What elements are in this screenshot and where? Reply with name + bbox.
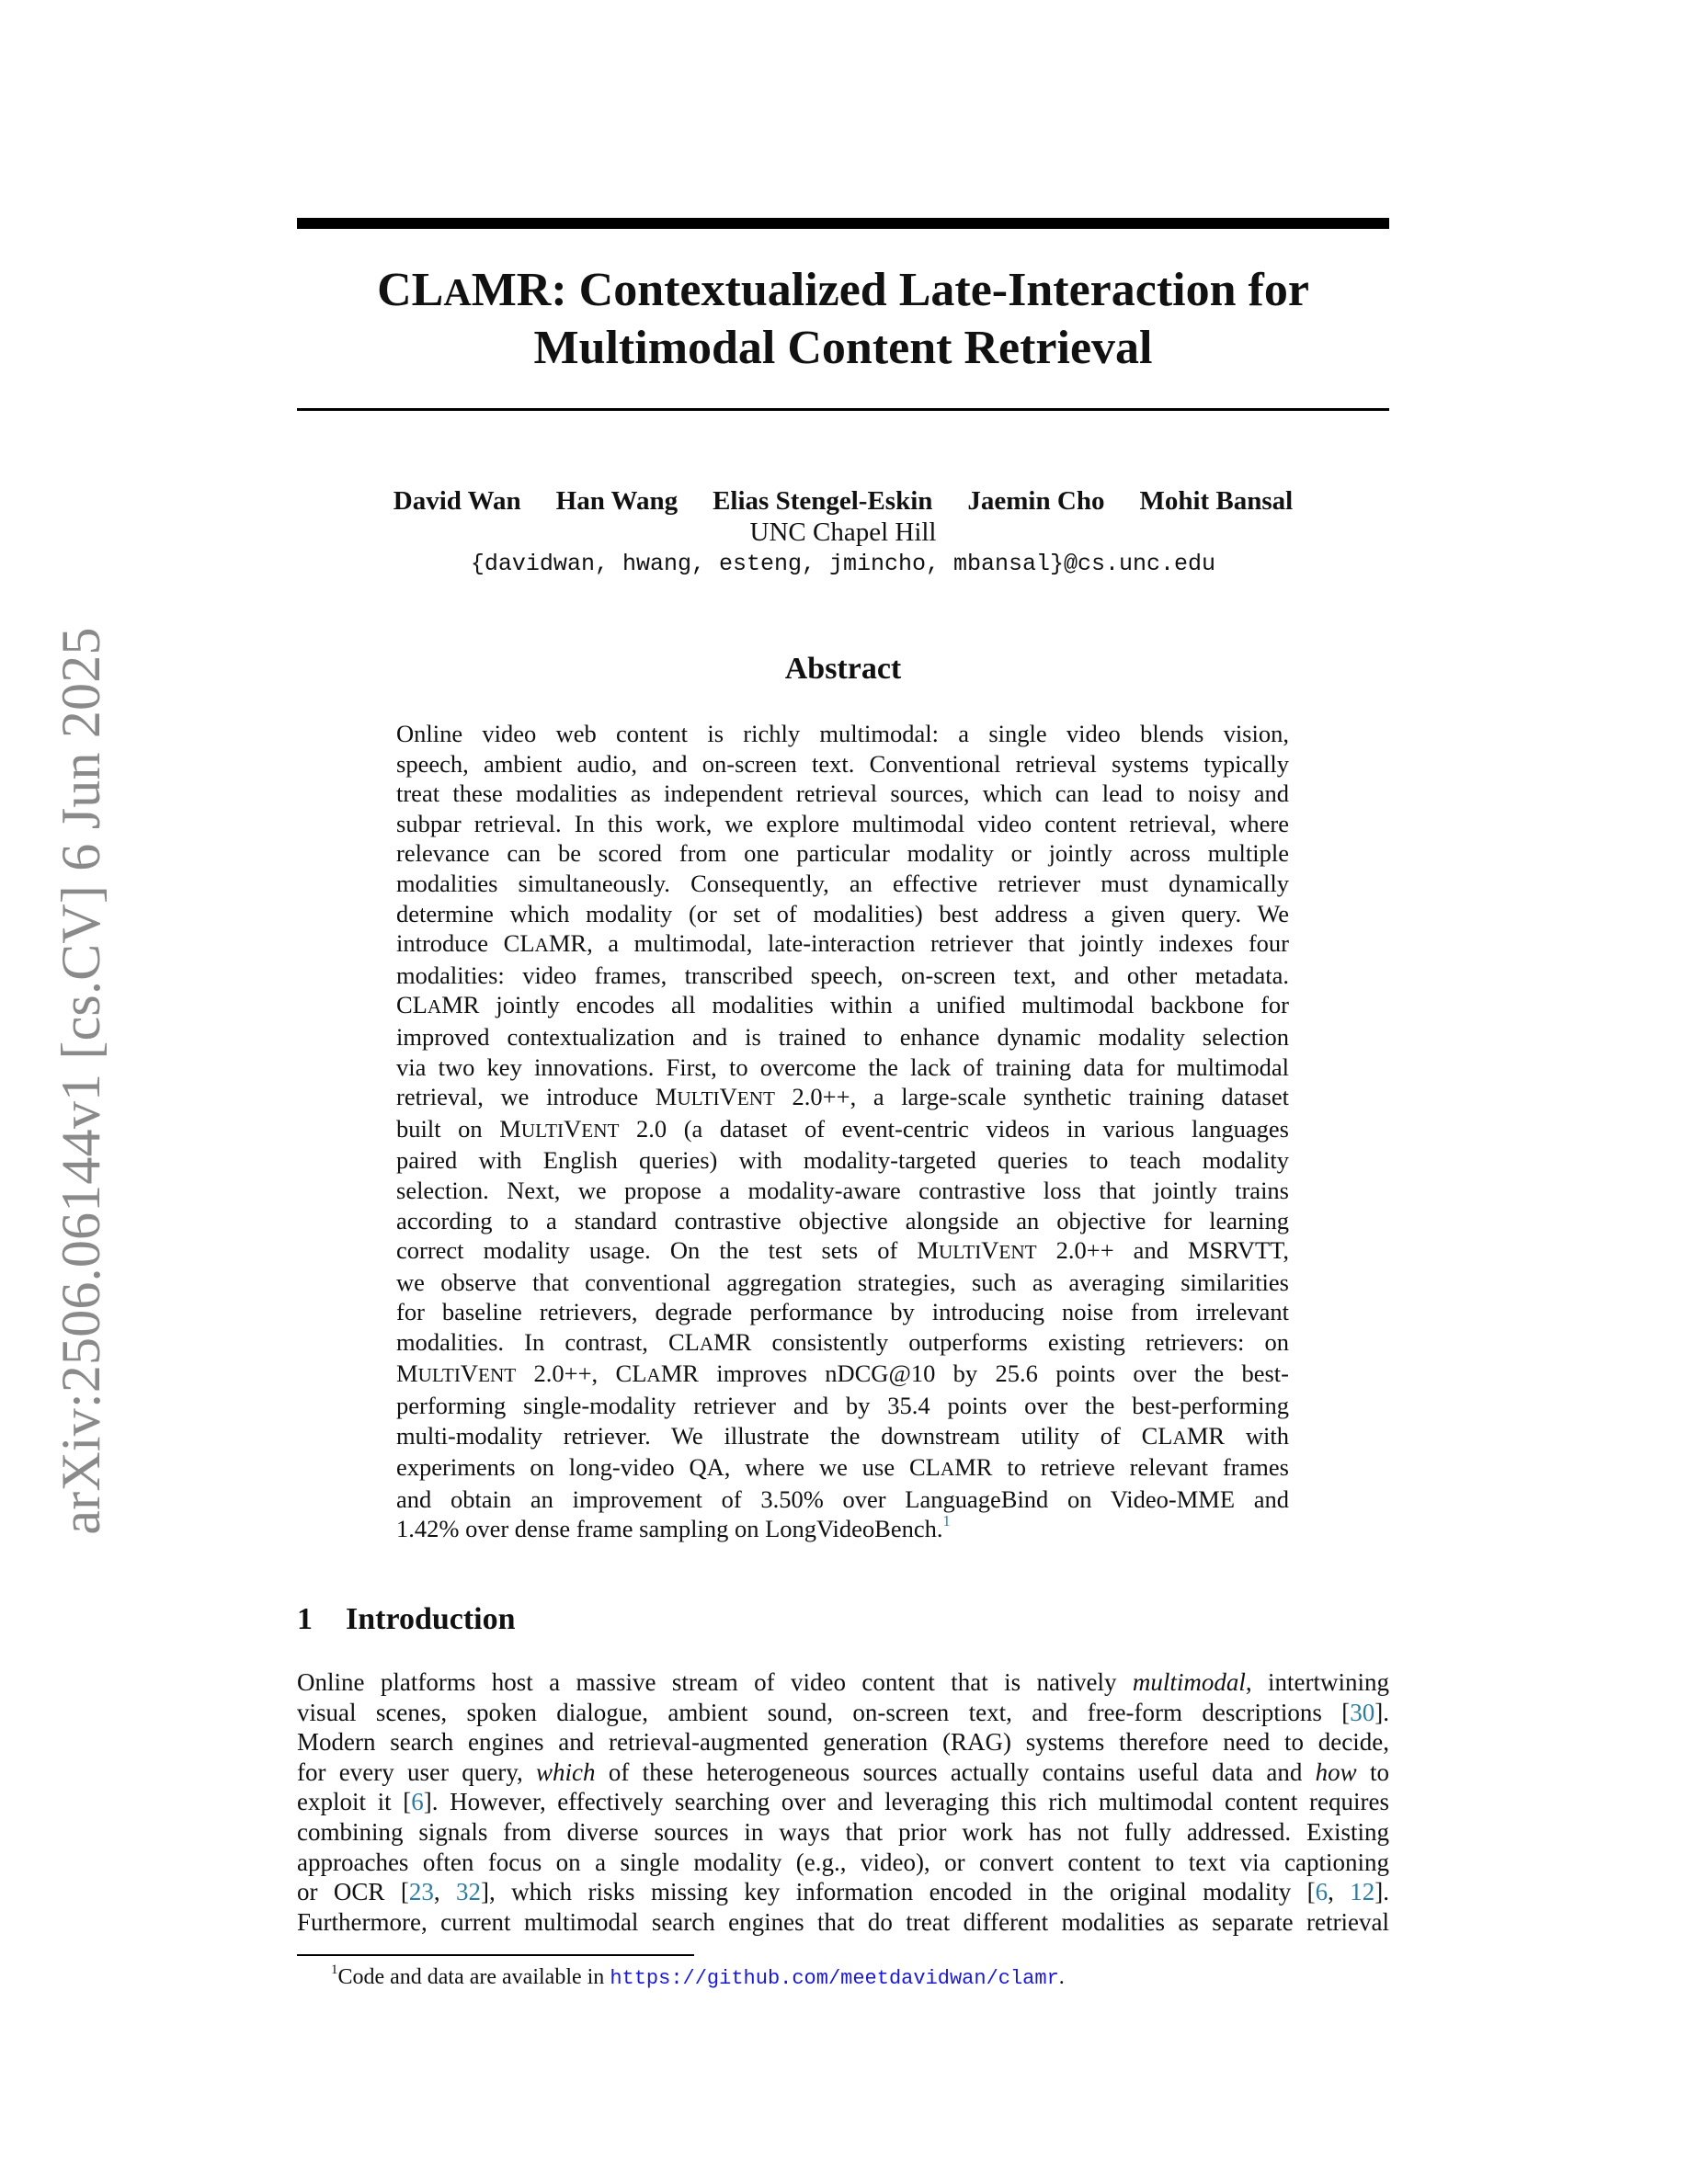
- abstract-line: via two key innovations. First, to overcome the lack of training data for multimodal: [396, 1052, 1289, 1081]
- brand-name: CLAMR: [615, 1359, 699, 1388]
- author-list: [297, 485, 1389, 517]
- footnote-marker: 1: [331, 1962, 338, 1977]
- abstract-line: according to a standard contrastive objective alongside an objective for learning: [396, 1206, 1289, 1234]
- abstract-line: determine which modality (or set of modalities) best address a given query. We: [396, 899, 1289, 927]
- abstract-line: and obtain an improvement of 3.50% over LanguageBind on Video-MME and: [396, 1484, 1289, 1513]
- section-heading-introduction: [297, 1601, 516, 1638]
- abstract-line: built on MULTIVENT 2.0 (a dataset of event-centric videos in various languages: [396, 1114, 1289, 1143]
- abstract-line: multi-modality retriever. We illustrate the downstream utility of CLAMR with: [396, 1421, 1289, 1450]
- brand-name: CLAMR: [909, 1453, 993, 1482]
- arxiv-stamp: arXiv:2506.06144v1 [cs.CV] 6 Jun 2025: [51, 627, 111, 1535]
- abstract-line: introduce CLAMR, a multimodal, late-interaction retriever that jointly indexes four: [396, 929, 1290, 958]
- citation-link[interactable]: 30: [1350, 1698, 1375, 1726]
- introduction-line: visual scenes, spoken dialogue, ambient sound, on-screen text, and free-form descriptions [30].: [297, 1698, 1389, 1726]
- introduction-line: or OCR [23, 32], which risks missing key information encoded in the original modality [6, 12].: [297, 1878, 1390, 1906]
- citation-link[interactable]: 23: [408, 1878, 434, 1906]
- abstract-line: relevance can be scored from one particular modality or jointly across multiple: [396, 839, 1289, 868]
- introduction-line: Online platforms host a massive stream of video content that is natively multimodal, intertwining: [297, 1668, 1390, 1696]
- abstract-line: MULTIVENT 2.0++, CLAMR improves nDCG@10 by 25.6 points over the best-: [396, 1359, 1289, 1388]
- abstract-line: CLAMR jointly encodes all modalities within a unified multimodal backbone for: [396, 991, 1289, 1019]
- abstract-line: selection. Next, we propose a modality-aware contrastive loss that jointly trains: [396, 1176, 1289, 1204]
- title-line-1-rest: MR: Contextualized Late-Interaction for: [471, 264, 1309, 316]
- author-name: Elias Stengel-Eskin: [713, 486, 933, 516]
- abstract-line: we observe that conventional aggregation strategies, such as averaging similarities: [396, 1268, 1289, 1296]
- brand-name: MULTIVENT: [917, 1236, 1037, 1265]
- abstract-line: improved contextualization and is trained to enhance dynamic modality selection: [396, 1022, 1289, 1051]
- abstract-line: speech, ambient audio, and on-screen text. Conventional retrieval systems typically: [396, 749, 1289, 778]
- author-name: David Wan: [393, 486, 521, 516]
- introduction-line: Furthermore, current multimodal search engines that do treat different modalities as separate retrieval: [297, 1907, 1389, 1936]
- citation-link[interactable]: 32: [456, 1878, 481, 1906]
- brand-name: CLAMR: [1141, 1421, 1226, 1450]
- brand-name: MULTIVENT: [396, 1359, 517, 1388]
- brand-name: CLAMR: [396, 991, 480, 1019]
- abstract-line: Online video web content is richly multimodal: a single video blends vision,: [396, 720, 1289, 747]
- author-block: [297, 485, 1389, 581]
- abstract-line: correct modality usage. On the test sets of MULTIVENT 2.0++ and MSRVTT,: [396, 1236, 1289, 1265]
- emphasis: which: [536, 1757, 596, 1786]
- abstract-line: treat these modalities as independent retrieval sources, which can lead to noisy and: [396, 779, 1289, 808]
- section-number: 1: [297, 1602, 313, 1636]
- footnote: [331, 1963, 1065, 1993]
- abstract-line: 1.42% over dense frame sampling on LongVideoBench.$^1$: [396, 1512, 951, 1543]
- author-name: Jaemin Cho: [967, 486, 1105, 516]
- abstract-heading: Abstract: [784, 652, 902, 686]
- abstract-footnote-marker[interactable]: 1: [942, 1512, 951, 1530]
- author-emails: {davidwan, hwang, esteng, jmincho, mbansal}@cs.unc.edu: [470, 551, 1216, 577]
- author-name: Mohit Bansal: [1139, 486, 1294, 516]
- code-repository-link[interactable]: https://github.com/meetdavidwan/clamr: [610, 1967, 1059, 1990]
- abstract-body: [396, 719, 1289, 1544]
- citation-link[interactable]: 12: [1350, 1878, 1375, 1906]
- introduction-line: Modern search engines and retrieval-augmented generation (RAG) systems therefore need to decide,: [297, 1728, 1389, 1757]
- brand-name: CLAMR: [667, 1327, 752, 1356]
- introduction-body: [297, 1667, 1389, 1937]
- affiliation: UNC Chapel Hill: [749, 518, 937, 547]
- brand-name: MULTIVENT: [499, 1114, 620, 1143]
- title-bottom-rule: [297, 408, 1389, 411]
- abstract-line: performing single-modality retriever and by 35.4 points over the best-performing: [396, 1392, 1289, 1420]
- citation-link[interactable]: 6: [1315, 1878, 1329, 1906]
- title-top-rule: [297, 218, 1389, 229]
- brand-name: MULTIVENT: [655, 1083, 775, 1111]
- title-line-2: Multimodal Content Retrieval: [533, 322, 1153, 374]
- abstract-line: modalities. In contrast, CLAMR consistently outperforms existing retrievers: on: [396, 1327, 1289, 1356]
- title-brand-prefix: CL: [377, 264, 444, 316]
- introduction-line: for every user query, which of these heterogeneous sources actually contains useful data and how to: [297, 1757, 1389, 1786]
- abstract-line: for baseline retrievers, degrade performance by introducing noise from irrelevant: [396, 1298, 1289, 1326]
- section-title: Introduction: [346, 1602, 516, 1636]
- abstract-line: modalities simultaneously. Consequently, an effective retriever must dynamically: [396, 869, 1289, 897]
- footnote-text: Code and data are available in: [337, 1965, 610, 1989]
- paper-title: [297, 263, 1389, 376]
- introduction-line: exploit it [6]. However, effectively searching over and leveraging this rich multimodal content requires: [297, 1788, 1390, 1816]
- introduction-line: combining signals from diverse sources in ways that prior work has not fully addressed. Existing: [297, 1817, 1389, 1846]
- brand-name: CLAMR: [503, 929, 587, 958]
- emphasis: multimodal: [1132, 1668, 1246, 1696]
- abstract-line: subpar retrieval. In this work, we explore multimodal video content retrieval, where: [396, 809, 1289, 837]
- title-line-1: [297, 263, 1389, 321]
- abstract-line: experiments on long-video QA, where we use CLAMR to retrieve relevant frames: [396, 1453, 1289, 1482]
- author-name: Han Wang: [555, 486, 679, 516]
- introduction-line: approaches often focus on a single modality (e.g., video), or convert content to text via captioning: [297, 1848, 1389, 1876]
- title-brand-small: A: [443, 272, 472, 314]
- footnote-end: .: [1058, 1965, 1065, 1989]
- citation-link[interactable]: 6: [411, 1788, 424, 1816]
- abstract-line: retrieval, we introduce MULTIVENT 2.0++, a large-scale synthetic training dataset: [396, 1083, 1289, 1111]
- abstract-line: modalities: video frames, transcribed speech, on-screen text, and other metadata.: [396, 961, 1289, 989]
- footnote-rule: [297, 1954, 694, 1956]
- emphasis: how: [1315, 1757, 1357, 1786]
- abstract-line: paired with English queries) with modality-targeted queries to teach modality: [396, 1146, 1289, 1175]
